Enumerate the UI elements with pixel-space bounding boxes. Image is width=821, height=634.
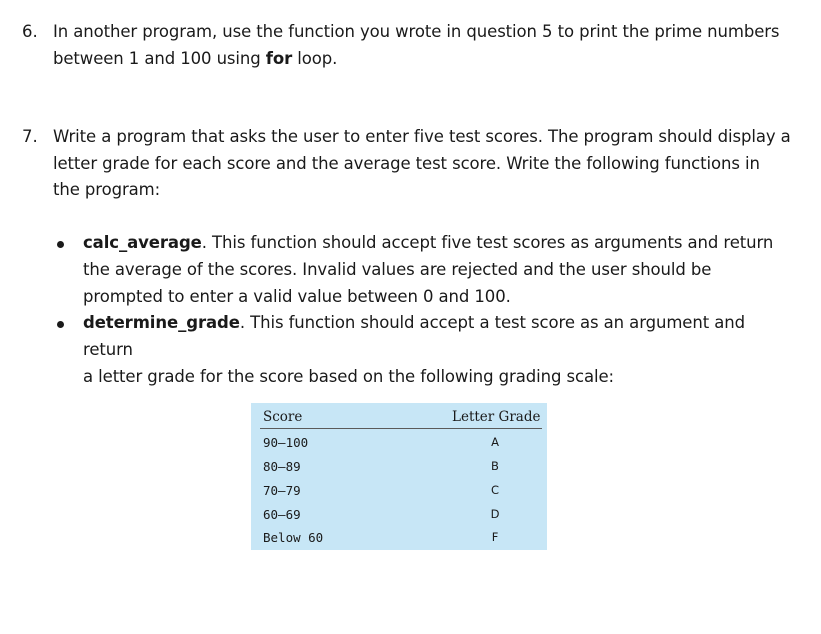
list-line: a letter grade for the score based on the following grading scale: (83, 366, 614, 386)
bullet-icon (57, 321, 64, 328)
bullet-icon (57, 241, 64, 248)
text-fragment: . This function should accept a test score as an argument and return (83, 313, 745, 360)
list-line: the average of the scores. Invalid values are rejected and the user should be (83, 259, 712, 279)
cell-score: 90–100 (263, 435, 309, 450)
question-number: 6. (22, 22, 38, 41)
function-list (57, 230, 797, 391)
question-line: In another program, use the function you wrote in question 5 to print the prime numbers (53, 22, 780, 41)
text-fragment: . This function should accept five test scores as arguments and return (201, 233, 774, 252)
keyword-for: for (265, 48, 293, 68)
question-line: the program: (53, 180, 161, 199)
question-line: Write a program that asks the user to enter five test scores. The program should display a (53, 127, 791, 146)
function-name: determine_grade (83, 313, 240, 333)
question-6 (22, 19, 802, 72)
list-item-determine-grade (57, 310, 797, 390)
header-letter-grade: Letter Grade (452, 409, 541, 425)
cell-score: Below 60 (263, 530, 324, 545)
cell-grade: A (491, 435, 499, 449)
table-row (263, 507, 543, 527)
list-line: prompted to enter a valid value between 0 and 100. (83, 286, 511, 306)
table-header (260, 406, 542, 429)
function-name: calc_average (83, 233, 202, 252)
header-score: Score (263, 409, 303, 425)
list-line (83, 230, 797, 257)
list-item-calc-average (57, 230, 797, 310)
list-line (83, 310, 797, 364)
question-text (53, 124, 802, 204)
grading-scale-table (251, 403, 547, 550)
cell-grade: B (491, 459, 499, 473)
cell-score: 60–69 (263, 507, 301, 522)
cell-grade: D (490, 507, 500, 521)
table-row (263, 483, 543, 503)
table-row (263, 435, 543, 455)
question-text (53, 19, 802, 72)
table-row (263, 459, 543, 479)
question-number: 7. (22, 127, 38, 146)
question-line: letter grade for each score and the average test score. Write the following functions in (53, 153, 760, 173)
text-fragment: loop. (292, 48, 338, 68)
cell-grade: C (490, 483, 500, 497)
cell-score: 80–89 (263, 459, 301, 474)
question-line (53, 46, 802, 73)
question-7 (22, 124, 802, 204)
cell-grade: F (491, 530, 499, 544)
cell-score: 70–79 (263, 483, 301, 498)
table-row (263, 530, 543, 550)
text-fragment: between 1 and 100 using (53, 48, 266, 68)
